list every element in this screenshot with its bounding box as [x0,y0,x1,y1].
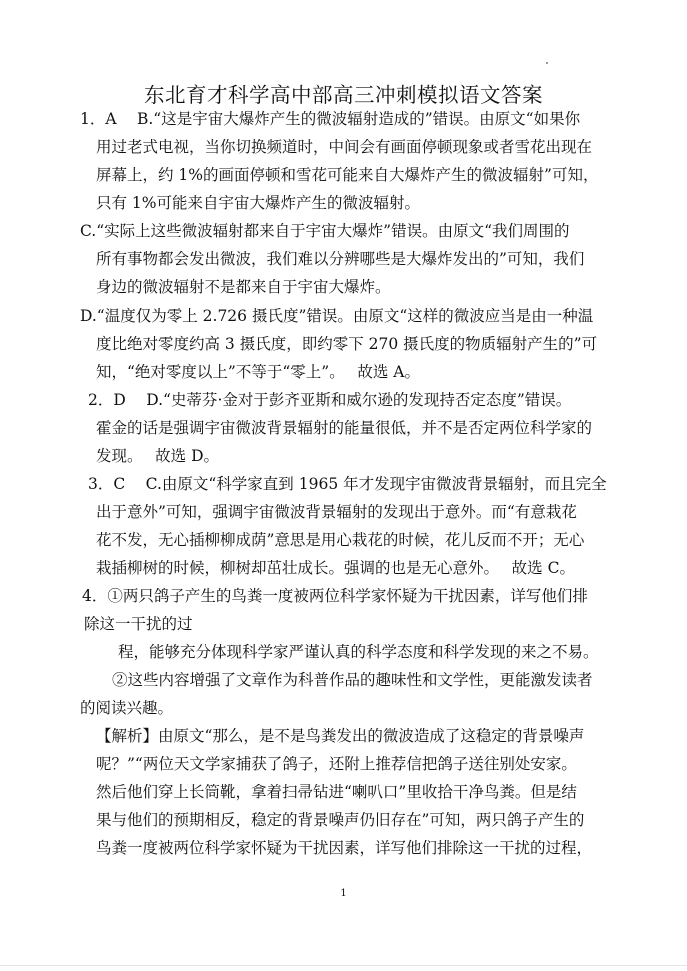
text-line: 1．A B.“这是宇宙大爆炸产生的微波辐射造成的”错误。由原文“如果你 [80,110,581,128]
text-line: 身边的微波辐射不是都来自于宇宙大爆炸。 [96,278,391,296]
text-line: 只有 1%可能来自宇宙大爆炸产生的微波辐射。 [96,194,421,212]
text-line: 4．①两只鸽子产生的鸟粪一度被两位科学家怀疑为干扰因素，详写他们排 [82,587,588,605]
text-line: 栽插柳树的时候，柳树却茁壮成长。强调的也是无心意外。 故选 C。 [96,559,575,577]
text-line: 程，能够充分体现科学家严谨认真的科学态度和科学发现的来之不易。 [118,643,599,661]
text-line: 【解析】由原文“那么，是不是鸟粪发出的微波造成了这稳定的背景噪声 [96,727,585,745]
text-line: 花不发，无心插柳柳成荫”意思是用心栽花的时候，花儿反而不开；无心 [96,531,585,549]
text-line: 度比绝对零度约高 3 摄氏度，即约零下 270 摄氏度的物质辐射产生的”可 [96,335,598,353]
text-line: 2．D D.“史蒂芬·金对于彭齐亚斯和威尔逊的发现持否定态度”错误。 [88,391,572,409]
page-title: 东北育才科学高中部高三冲刺模拟语文答案 [144,83,543,107]
text-line: 果与他们的预期相反，稳定的背景噪声仍旧存在”可知，两只鸽子产生的 [96,811,585,829]
text-line: 所有事物都会发出微波，我们难以分辨哪些是大爆炸发出的”可知，我们 [96,250,585,268]
text-line: 出于意外”可知，强调宇宙微波背景辐射的发现出于意外。而“有意栽花 [96,503,577,521]
text-line: ②这些内容增强了文章作为科普作品的趣味性和文学性，更能激发读者 [112,671,593,689]
page-number: 1 [340,888,347,899]
text-line: 3．C C.由原文“科学家直到 1965 年才发现宇宙微波背景辐射，而且完全 [88,475,607,493]
page-divider [0,965,687,966]
text-line: 的阅读兴趣。 [80,699,174,717]
text-line: 鸟粪一度被两位科学家怀疑为干扰因素，详写他们排除这一干扰的过程， [96,839,593,857]
text-line: 用过老式电视，当你切换频道时，中间会有画面停顿现象或者雪花出现在 [96,138,593,156]
text-line: 屏幕上，约 1%的画面停顿和雪花可能来自大爆炸产生的微波辐射”可知， [96,166,599,184]
text-line: 除这一干扰的过 [84,615,193,633]
text-line: 知，“绝对零度以上”不等于“零上”。 故选 A。 [96,363,420,381]
text-line: C.“实际上这些微波辐射都来自于宇宙大爆炸”错误。由原文“我们周围的 [80,222,570,240]
text-line: D.“温度仅为零上 2.726 摄氏度”错误。由原文“这样的微波应当是由一种温 [80,307,594,325]
text-line: 呢？”“两位天文学家捕获了鸽子，还附上推荐信把鸽子送往别处安家。 [96,755,577,773]
speck [546,62,548,64]
text-line: 发现。 故选 D。 [96,447,220,465]
text-line: 然后他们穿上长筒靴，拿着扫帚钻进“喇叭口”里收拾干净鸟粪。但是结 [96,783,577,801]
text-line: 霍金的话是强调宇宙微波背景辐射的能量很低，并不是否定两位科学家的 [96,419,593,437]
